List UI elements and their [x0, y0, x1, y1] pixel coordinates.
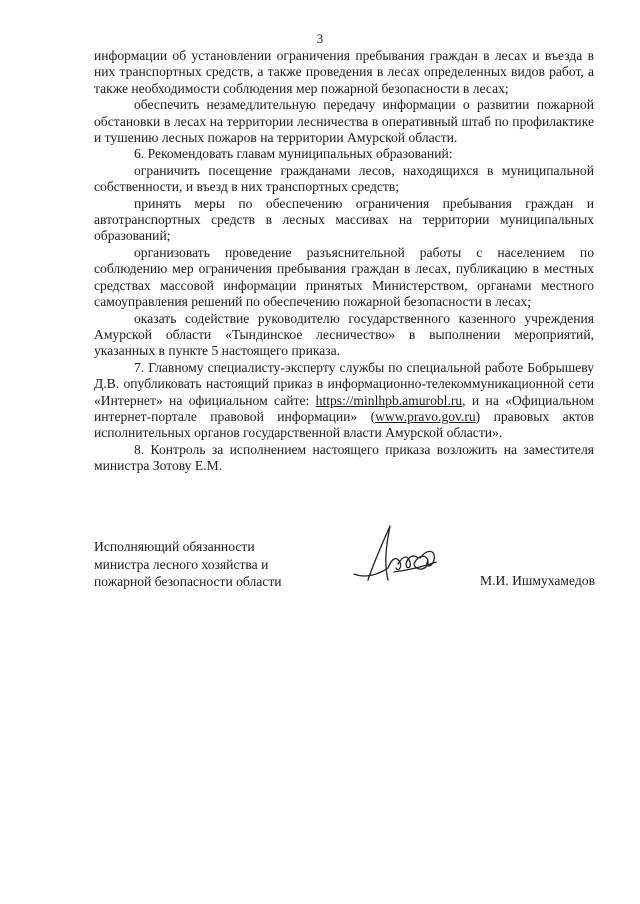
page-number: 3 [316, 31, 324, 46]
item7-text: 7. Главному специалисту-эксперту службы по специальной работе Бобрышеву Д.В. опубликовать настоящий приказ в информационно-телекоммуникационной сети «Интернет» на официальном сайте: [94, 359, 594, 408]
signature-block [94, 538, 594, 598]
signatory-title-line: пожарной безопасности области [94, 574, 282, 589]
item7-text: , и на «Официальном интернет-портале правовой информации» ( [94, 392, 594, 424]
signatory-title-line: министра лесного хозяйства и [94, 556, 269, 572]
paragraph: ограничить посещение гражданами лесов, находящихся в муниципальной собственности, и въезд в них транспортных средств; [94, 162, 594, 195]
handwritten-signature [344, 518, 444, 592]
signatory-title [94, 538, 282, 591]
paragraph: организовать проведение разъяснительной работы с населением по соблюдению мер ограничения пребывания граждан в лесах, публикацию в местных средствах массовой информации принятых Министерством, органами местного самоуправления решений по обеспечению пожарной безопасности в лесах; [94, 244, 594, 310]
paragraph: информации об установлении ограничения пребывания граждан в лесах и въезда в них транспортных средств, а также проведения в лесах определенных видов работ, а также необходимости соблюдения мер пожарной безопасности в лесах; [94, 48, 594, 96]
paragraph-item-7 [94, 360, 594, 442]
document-body [94, 48, 594, 475]
paragraph: обеспечить незамедлительную передачу информации о развитии пожарной обстановки в лесах на территории лесничества в оперативный штаб по профилактике и тушению лесных пожаров на территории Амурской области. [94, 97, 594, 146]
paragraph: 6. Рекомендовать главам муниципальных образований: [134, 146, 453, 162]
paragraph: оказать содействие руководителю государственного казенного учреждения Амурской области «Тындинское лесничество» в выполнении мероприятий, указанных в пункте 5 настоящего приказа. [94, 310, 594, 359]
paragraph: принять меры по обеспечению ограничения пребывания граждан и автотранспортных средств в лесных массивах на территории муниципальных образований; [94, 195, 594, 244]
signatory-name: М.И. Ишмухамедов [480, 573, 596, 588]
signatory-title-line: Исполняющий обязанности [94, 539, 255, 554]
item7-text: ) правовых актов исполнительных органов государственной власти Амурской области». [94, 408, 595, 441]
paragraph-item-8: 8. Контроль за исполнением настоящего приказа возложить на заместителя министра Зотову Е.М. [94, 441, 594, 474]
pravo-portal-link[interactable]: www.pravo.gov.ru [375, 408, 476, 424]
ministry-site-link[interactable]: https://minlhpb.amurobl.ru [315, 392, 463, 408]
